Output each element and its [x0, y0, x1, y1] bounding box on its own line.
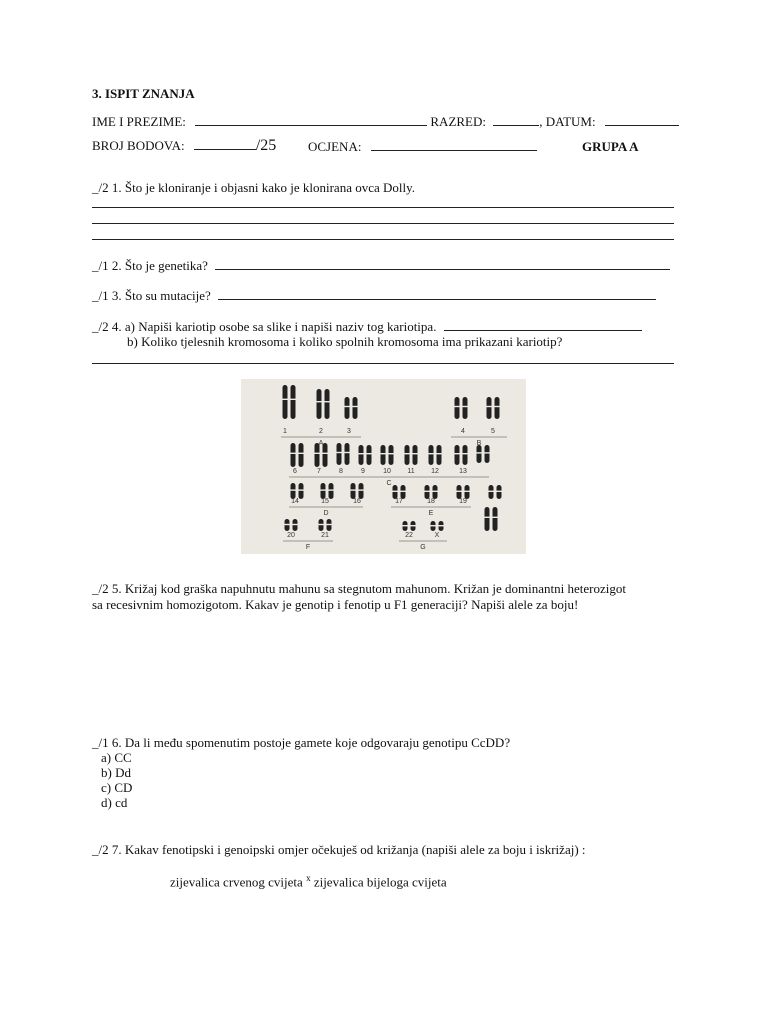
- answer-line[interactable]: [218, 289, 656, 300]
- grade-label: OCJENA:: [308, 139, 362, 154]
- points-field[interactable]: [194, 139, 256, 150]
- cross-right: zijevalica bijeloga cvijeta: [313, 874, 447, 890]
- group-label: GRUPA A: [582, 139, 639, 154]
- question-2: [92, 258, 670, 274]
- chromosome-number: 21: [321, 532, 329, 539]
- date-label: , DATUM:: [539, 114, 596, 129]
- answer-line[interactable]: [92, 223, 674, 224]
- grade-row: [308, 139, 537, 155]
- chromosome-number: 7: [317, 468, 321, 475]
- question-3-points: _/1 3.: [92, 288, 122, 303]
- chromosome-number: 22: [405, 532, 413, 539]
- question-3: [92, 288, 656, 304]
- chromosome-number: 17: [395, 498, 403, 505]
- option-a[interactable]: a) CC: [101, 750, 132, 765]
- chromosome-number: 20: [287, 532, 295, 539]
- chromosome-number: 3: [347, 428, 351, 435]
- karyotype-figure: [241, 379, 526, 554]
- name-row: [92, 114, 679, 130]
- question-2-points: _/1 2.: [92, 258, 122, 273]
- cross-line: [170, 873, 447, 890]
- option-b[interactable]: b) Dd: [101, 765, 131, 780]
- question-7-text: Kakav fenotipski i genoipski omjer očekuješ od križanja (napiši alele za boju i iskrižaj) :: [124, 842, 586, 857]
- cross-symbol: x: [306, 873, 311, 883]
- class-field[interactable]: [493, 115, 539, 126]
- question-6-points: _/1 6.: [92, 735, 122, 750]
- cross-left: zijevalica crvenog cvijeta: [170, 874, 303, 890]
- question-5-line-2: sa recesivnim homozigotom. Kakav je genotip i fenotip u F1 generaciji? Napiši alele za boju!: [92, 597, 579, 612]
- chromosome-number: 1: [283, 428, 287, 435]
- group-letter: A: [318, 440, 324, 447]
- group-letter: G: [420, 544, 426, 551]
- points-total: /25: [255, 137, 277, 154]
- question-4b-text: b) Koliko tjelesnih kromosoma i koliko spolnih kromosoma ima prikazani kariotip?: [127, 334, 563, 349]
- chromosome-number: 11: [407, 468, 415, 475]
- question-4a: [92, 319, 642, 335]
- option-d[interactable]: d) cd: [101, 795, 128, 810]
- group-letter: B: [476, 440, 482, 447]
- chromosome-number: 9: [361, 468, 365, 475]
- chromosome-number: 8: [339, 468, 343, 475]
- points-label: BROJ BODOVA:: [92, 138, 185, 153]
- chromosome-number: X: [434, 532, 440, 539]
- chromosome-number: 2: [319, 428, 323, 435]
- name-field[interactable]: [195, 115, 427, 126]
- points-row: [92, 137, 276, 155]
- answer-line[interactable]: [92, 363, 674, 364]
- class-label: RAZRED:: [430, 114, 487, 129]
- group-letter: E: [428, 510, 434, 517]
- chromosome-number: 14: [291, 498, 299, 505]
- chromosome-number: 18: [427, 498, 435, 505]
- group-letter: C: [386, 480, 392, 487]
- question-7: [92, 842, 586, 858]
- name-label: IME I PREZIME:: [92, 114, 186, 129]
- chromosome-number: 13: [459, 468, 467, 475]
- chromosome-number: 10: [383, 468, 391, 475]
- question-4-points: _/2 4.: [92, 319, 122, 334]
- answer-line[interactable]: [92, 207, 674, 208]
- question-3-text: Što su mutacije?: [124, 288, 211, 303]
- chromosome-number: 6: [293, 468, 297, 475]
- chromosome-number: 5: [491, 428, 495, 435]
- date-field[interactable]: [605, 115, 679, 126]
- chromosome-number: 19: [459, 498, 467, 505]
- question-5-points: _/2 5.: [92, 581, 122, 596]
- chromosome-number: 12: [431, 468, 439, 475]
- question-7-points: _/2 7.: [92, 842, 122, 857]
- chromosome-number: 16: [353, 498, 361, 505]
- group-letter: F: [305, 544, 311, 551]
- question-5-line-1: [92, 581, 626, 597]
- karyotype-image: [241, 379, 526, 554]
- question-1: [92, 180, 415, 196]
- question-1-text: Što je kloniranje i objasni kako je klonirana ovca Dolly.: [124, 180, 416, 195]
- test-title: 3. ISPIT ZNANJA: [92, 86, 195, 101]
- question-4a-text: a) Napiši kariotip osobe sa slike i napiši naziv tog kariotipa.: [124, 319, 437, 334]
- answer-line[interactable]: [444, 320, 642, 331]
- group-letter: D: [323, 510, 329, 517]
- question-5-text: Križaj kod graška napuhnutu mahunu sa stegnutom mahunom. Križan je dominantni heterozigot: [124, 581, 626, 596]
- answer-line[interactable]: [92, 239, 674, 240]
- question-1-points: _/2 1.: [92, 180, 122, 195]
- grade-field[interactable]: [371, 140, 537, 151]
- question-6-text: Da li među spomenutim postoje gamete koje odgovaraju genotipu CcDD?: [124, 735, 511, 750]
- chromosome-number: 4: [461, 428, 465, 435]
- chromosome-number: 15: [321, 498, 329, 505]
- option-c[interactable]: c) CD: [101, 780, 133, 795]
- answer-line[interactable]: [215, 259, 670, 270]
- question-2-text: Što je genetika?: [124, 258, 208, 273]
- question-6: [92, 735, 510, 751]
